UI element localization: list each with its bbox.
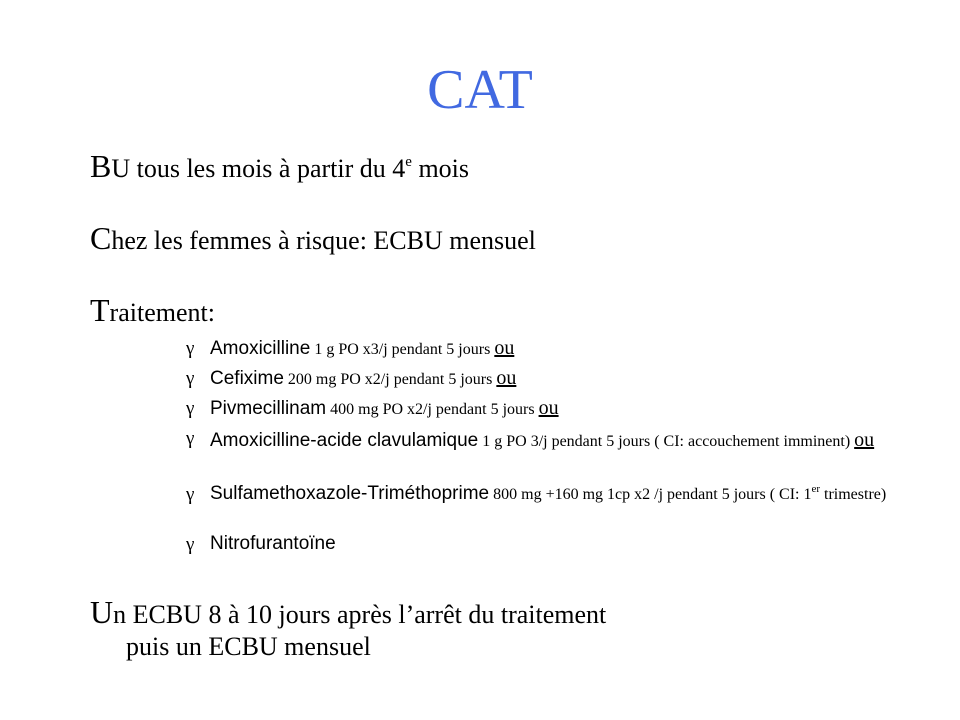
or-conjunction: ou bbox=[854, 429, 875, 451]
paragraph-ecbu-controle bbox=[90, 596, 606, 663]
bullet-icon: γ bbox=[186, 338, 195, 359]
paragraph-text: U tous les mois à partir du 4 bbox=[111, 154, 406, 183]
paragraph-text: hez les femmes à risque: ECBU mensuel bbox=[111, 226, 536, 255]
superscript: e bbox=[405, 154, 412, 170]
drug-name: Pivmecillinam bbox=[210, 398, 327, 419]
drug-detail: 200 mg PO x2/j pendant 5 jours bbox=[283, 371, 497, 388]
drop-cap: C bbox=[90, 220, 112, 256]
drop-cap: T bbox=[90, 292, 110, 328]
bullet-icon: γ bbox=[186, 368, 195, 389]
drug-detail: 400 mg PO x2/j pendant 5 jours bbox=[326, 401, 539, 418]
or-conjunction: ou bbox=[496, 367, 517, 389]
drop-cap: B bbox=[90, 148, 112, 184]
paragraph-text: n ECBU 8 à 10 jours après l’arrêt du traitement bbox=[113, 600, 607, 629]
paragraph-text: raitement: bbox=[109, 298, 215, 327]
slide-title: CAT bbox=[427, 59, 533, 121]
drug-detail: 1 g PO 3/j pendant 5 jours ( CI: accouchement imminent) bbox=[478, 433, 855, 450]
paragraph-femmes-risque bbox=[90, 222, 536, 257]
or-conjunction: ou bbox=[494, 337, 515, 359]
drop-cap: U bbox=[90, 594, 114, 630]
drug-detail: 1 g PO x3/j pendant 5 jours bbox=[310, 341, 495, 358]
drug-name: Nitrofurantoïne bbox=[210, 533, 336, 554]
bullet-icon: γ bbox=[186, 534, 195, 555]
drug-name: Amoxicilline bbox=[210, 338, 311, 359]
bullet-icon: γ bbox=[186, 484, 195, 505]
paragraph-bu bbox=[90, 150, 469, 185]
bullet-icon: γ bbox=[186, 398, 195, 419]
bullet-icon: γ bbox=[186, 428, 195, 449]
paragraph-text: mois bbox=[411, 154, 470, 183]
or-conjunction: ou bbox=[538, 397, 559, 419]
drug-name: Sulfamethoxazole-Triméthoprime bbox=[210, 483, 490, 504]
superscript: er bbox=[811, 483, 821, 495]
drug-name: Cefixime bbox=[210, 368, 284, 389]
drug-name: Amoxicilline-acide clavulamique bbox=[210, 430, 479, 451]
paragraph-continuation: puis un ECBU mensuel bbox=[126, 632, 371, 661]
paragraph-traitement bbox=[90, 294, 215, 329]
drug-detail: trimestre) bbox=[820, 486, 887, 503]
drug-detail: 800 mg +160 mg 1cp x2 /j pendant 5 jours ( CI: 1 bbox=[489, 486, 812, 503]
